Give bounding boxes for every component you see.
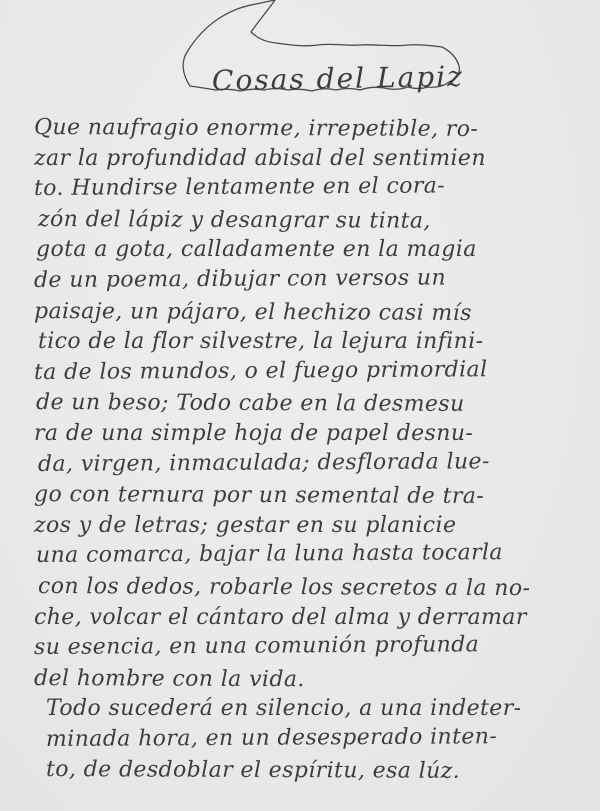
handwritten-line: to. Hundirse lentamente en el cora- [33, 173, 446, 202]
handwritten-line: de un beso; Todo cabe en la desmesu [35, 390, 465, 418]
handwritten-line: con los dedos, robarle los secretos a la no- [37, 573, 531, 602]
handwritten-line: del hombre con la vida. [33, 665, 305, 692]
handwritten-line: zos y de letras; gestar en su planicie [34, 512, 457, 538]
handwritten-line: una comarca, bajar la luna hasta tocarla [35, 540, 504, 569]
handwritten-line: ra de una simple hoja de papel desnu- [34, 420, 474, 446]
handwritten-line: che, volcar el cántaro del alma y derramar [34, 604, 527, 630]
handwritten-line: go con ternura por un semental de tra- [33, 482, 485, 510]
handwritten-line: zón del lápiz y desangrar su tinta, [37, 206, 431, 234]
handwritten-line: de un poema, dibujar con versos un [33, 265, 447, 293]
handwritten-line: Todo sucederá en silencio, a una indeter- [46, 696, 522, 722]
title-enclosure-doodle-icon [178, 0, 478, 118]
handwritten-line: Que naufragio enorme, irrepetible, ro- [33, 115, 479, 142]
handwritten-line: zar la profundidad abisal del sentimien [34, 145, 486, 171]
handwritten-line: paisaje, un pájaro, el hechizo casi mís [33, 298, 472, 326]
handwritten-line: su esencia, en una comunión profunda [33, 632, 480, 661]
handwritten-text [34, 113, 590, 786]
page-title: Cosas del Lapiz [211, 59, 465, 98]
handwritten-line: to, de desdoblar el espíritu, esa lúz. [45, 757, 461, 785]
handwritten-line: da, virgen, inmaculada; desflorada lue- [37, 448, 490, 477]
handwritten-line: ta de los mundos, o el fuego primordial [33, 356, 488, 385]
handwritten-line: gota a gota, calladamente en la magia [36, 237, 477, 263]
title-block [178, 0, 478, 118]
handwritten-line: tico de la flor silvestre, la lejura infini- [38, 329, 484, 355]
handwritten-line: minada hora, en un desesperado inten- [45, 724, 498, 752]
